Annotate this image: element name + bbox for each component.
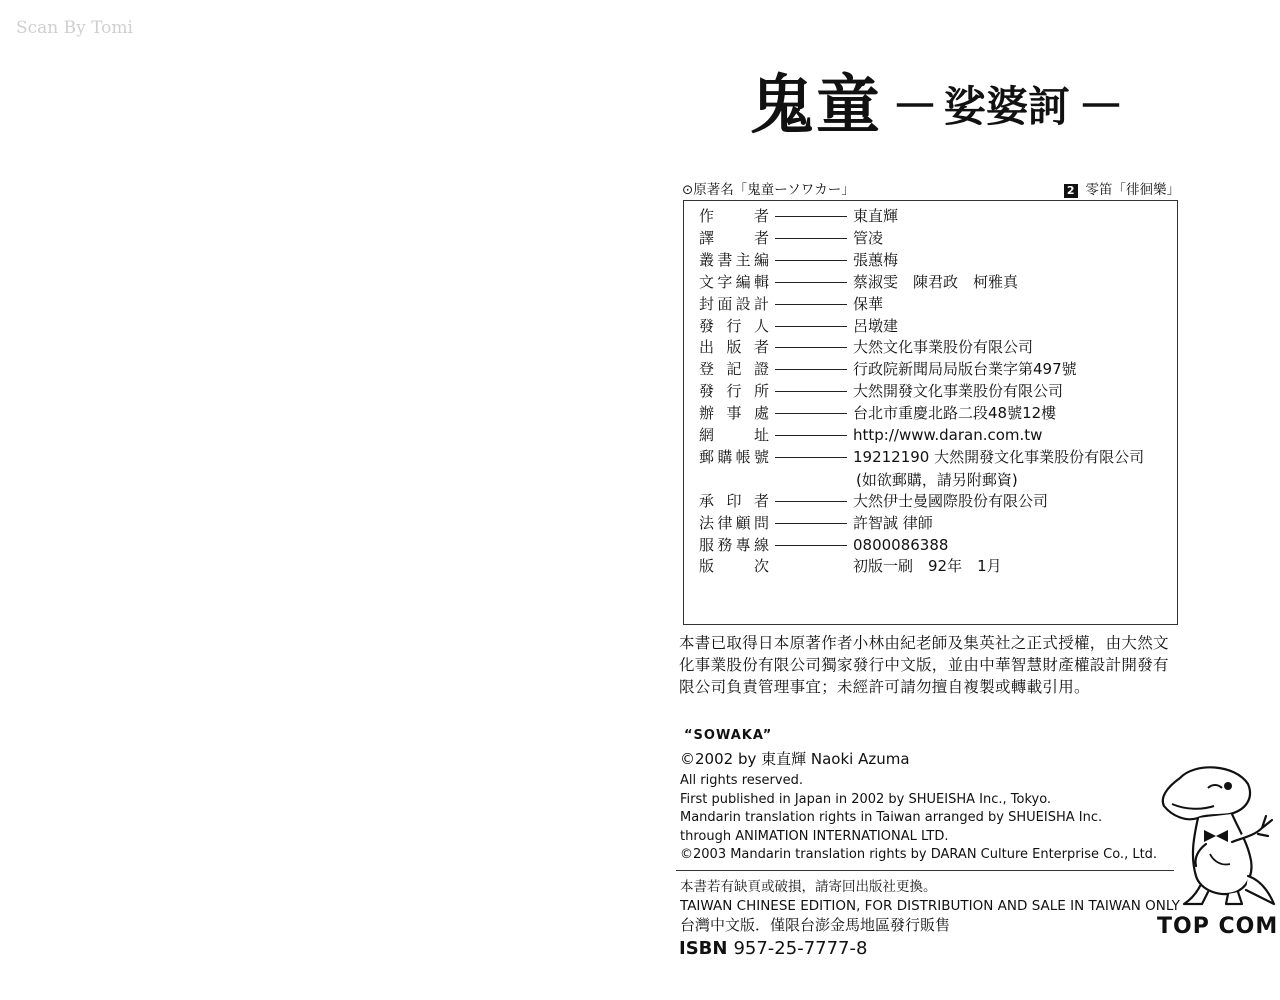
credit-value: 初版一刷 92年 1月 xyxy=(853,557,1002,576)
title-main: 鬼童 xyxy=(750,69,882,143)
credit-value: 大然伊士曼國際股份有限公司 xyxy=(853,491,1049,510)
leader-line xyxy=(775,238,847,239)
leader-line xyxy=(775,326,847,327)
credit-row xyxy=(699,250,898,270)
leader-line xyxy=(775,260,847,261)
leader-line xyxy=(775,457,847,458)
credit-row xyxy=(699,535,948,555)
leader-line xyxy=(775,369,847,370)
leader-line xyxy=(775,545,847,546)
credit-value: 東直輝 xyxy=(853,207,899,225)
credit-value: 蔡淑雯 陳君政 柯雅真 xyxy=(853,272,1019,291)
credit-label: 叢書主編 xyxy=(699,250,769,269)
volume-info xyxy=(1064,178,1180,198)
volume-subtitle: 零笛「徘徊樂」 xyxy=(1085,182,1180,198)
credit-label: 發行人 xyxy=(699,316,769,335)
credit-value: 張蕙梅 xyxy=(853,250,899,269)
credit-value: 0800086388 xyxy=(853,535,949,554)
book-title xyxy=(750,60,1125,143)
mail-order-note: (如欲郵購，請另附郵資) xyxy=(856,470,1018,489)
leader-line xyxy=(775,501,847,502)
credit-label: 文字編輯 xyxy=(699,272,769,291)
defect-notice: 本書若有缺頁或破損，請寄回出版社更換。 xyxy=(680,879,937,895)
distribution-chinese: 台灣中文版．僅限台澎金馬地區發行販售 xyxy=(680,916,951,934)
distribution-english: TAIWAN CHINESE EDITION, FOR DISTRIBUTION AND SALE IN TAIWAN ONLY xyxy=(680,898,1180,914)
credit-row xyxy=(699,425,1042,445)
credit-row xyxy=(699,447,1144,467)
credit-row xyxy=(699,359,1077,379)
title-dash-right: － xyxy=(1078,79,1125,133)
credit-label: 譯者 xyxy=(699,228,769,247)
leader-line xyxy=(775,216,847,217)
original-title: ⊙原著名「鬼童ーソワカー」 xyxy=(682,182,855,198)
original-title-line xyxy=(682,178,1180,198)
distribution-notes xyxy=(680,878,1180,935)
credit-label: 出版者 xyxy=(699,338,769,357)
credit-label: 封面設計 xyxy=(699,294,769,313)
credit-row xyxy=(699,513,933,533)
credits-box xyxy=(683,200,1178,625)
credit-value: 行政院新聞局局版台業字第497號 xyxy=(853,360,1077,379)
credit-label: 服務專線 xyxy=(699,535,769,554)
credit-row xyxy=(699,491,1048,511)
credit-value: 大然文化事業股份有限公司 xyxy=(853,338,1034,357)
credit-value: 台北市重慶北路二段48號12樓 xyxy=(853,404,1057,423)
rights-line: First published in Japan in 2002 by SHUEISHA Inc., Tokyo. xyxy=(680,791,1052,807)
credit-label: 辦事處 xyxy=(699,404,769,423)
rights-line: through ANIMATION INTERNATIONAL LTD. xyxy=(680,828,949,844)
credit-label: 郵購帳號 xyxy=(699,447,769,466)
leader-line xyxy=(775,523,847,524)
credit-row xyxy=(699,556,1002,576)
credit-row xyxy=(699,272,1018,292)
credit-value: 保華 xyxy=(853,294,884,313)
isbn xyxy=(679,938,867,959)
credit-value: http://www.daran.com.tw xyxy=(853,426,1043,444)
leader-line xyxy=(775,282,847,283)
credit-value: 管凌 xyxy=(853,228,884,247)
credit-label: 作者 xyxy=(699,207,769,225)
title-sub: 娑婆訶 xyxy=(944,82,1071,131)
leader-line xyxy=(775,391,847,392)
credit-value: 19212190 大然開發文化事業股份有限公司 xyxy=(853,447,1145,466)
leader-line xyxy=(775,304,847,305)
leader-line xyxy=(775,413,847,414)
title-dash-left: － xyxy=(892,79,938,133)
credit-row xyxy=(699,381,1063,401)
english-rights-block xyxy=(680,772,1157,865)
volume-number-badge: 2 xyxy=(1064,184,1078,198)
rights-line: Mandarin translation rights in Taiwan arranged by SHUEISHA Inc. xyxy=(680,810,1103,825)
brand-logo: TOP COM xyxy=(1157,914,1279,939)
english-title: “SOWAKA” xyxy=(684,728,773,743)
credit-row xyxy=(699,403,1056,423)
dinosaur-mascot-icon xyxy=(1150,758,1278,908)
credit-value: 大然開發文化事業股份有限公司 xyxy=(853,382,1064,401)
credit-row xyxy=(699,337,1033,357)
credit-row xyxy=(699,206,898,226)
credit-label: 承印者 xyxy=(699,491,769,510)
rights-line: ©2003 Mandarin translation rights by DARAN Culture Enterprise Co., Ltd. xyxy=(680,847,1158,862)
leader-line xyxy=(775,435,847,436)
credit-label: 登記證 xyxy=(699,360,769,379)
credit-value: 許智誠 律師 xyxy=(853,513,933,532)
isbn-number: 957-25-7777-8 xyxy=(733,938,868,959)
rights-line: All rights reserved. xyxy=(680,773,803,788)
credit-row xyxy=(699,228,883,248)
leader-line xyxy=(775,347,847,348)
credit-row xyxy=(699,294,883,314)
scan-watermark: Scan By Tomi xyxy=(16,18,133,38)
credit-label: 發行所 xyxy=(699,382,769,401)
credit-label: 法律顧問 xyxy=(699,513,769,532)
credit-label: 網址 xyxy=(699,426,769,444)
divider xyxy=(676,870,1174,871)
isbn-label: ISBN xyxy=(679,938,728,959)
copyright-line: ©2002 by 東直輝 Naoki Azuma xyxy=(680,750,910,768)
license-notice: 本書已取得日本原著作者小林由紀老師及集英社之正式授權，由大然文化事業股份有限公司獨家發行中文版，並由中華智慧財產權設計開發有限公司負責管理事宜；未經許可請勿擅自複製或轉載引用。 xyxy=(679,634,1169,696)
credit-row xyxy=(699,316,898,336)
credit-value: 呂墩建 xyxy=(853,316,899,335)
credit-label: 版次 xyxy=(699,557,769,576)
